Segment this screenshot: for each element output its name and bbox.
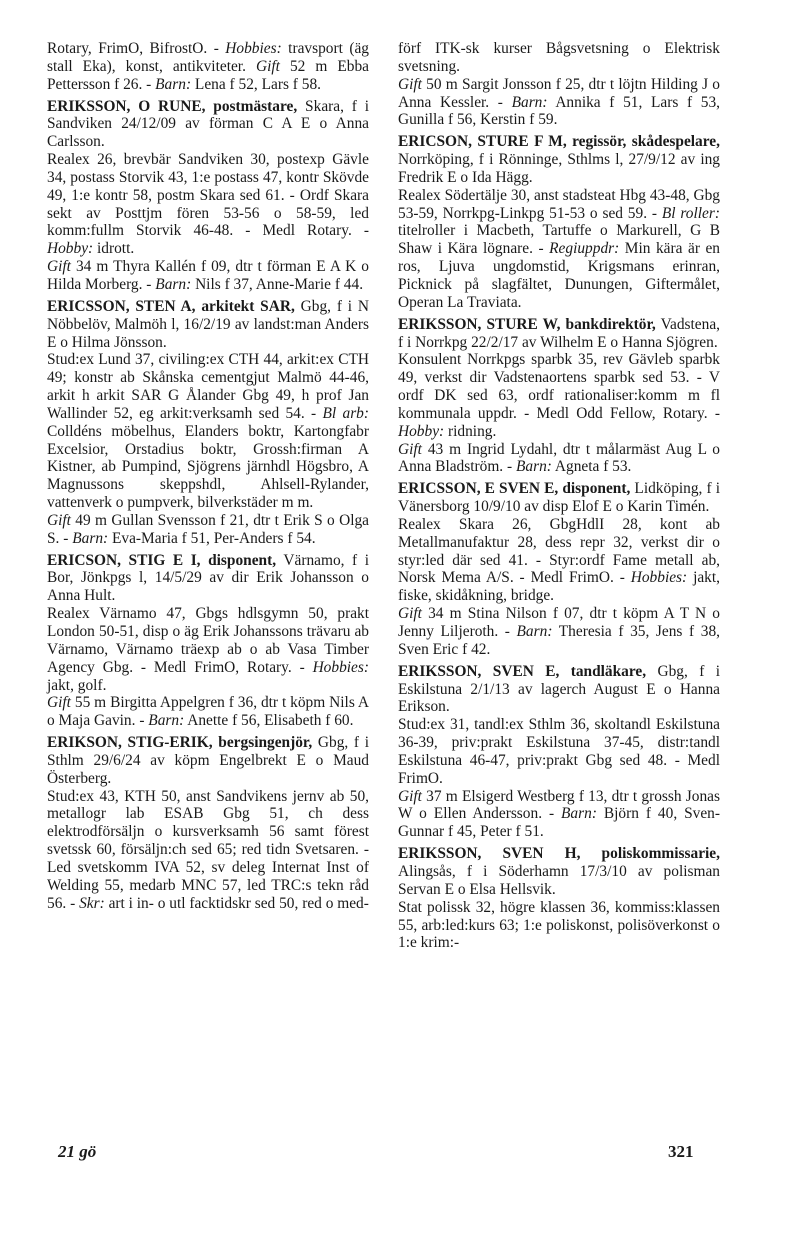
entry-label: Regiuppdr: bbox=[549, 240, 620, 258]
entry-text: Agneta f 53. bbox=[551, 458, 632, 476]
entry-paragraph bbox=[47, 351, 369, 512]
entry-text: Alingsås, f i Söderhamn 17/3/10 av polisman Servan E o Elsa Hellsvik. bbox=[398, 862, 720, 898]
page-number: 321 bbox=[668, 1142, 694, 1161]
biography-entry bbox=[47, 552, 369, 730]
entry-label: Skr: bbox=[79, 894, 105, 912]
entry-heading: ERICSSON, E SVEN E, disponent, bbox=[398, 480, 631, 498]
entry-paragraph bbox=[398, 76, 720, 130]
entry-paragraph bbox=[47, 694, 369, 730]
biography-entry bbox=[398, 133, 720, 311]
entry-paragraph bbox=[47, 98, 369, 152]
entry-text: Colldéns möbelhus, Elanders boktr, Kartongfabr Excelsior, Orstadius boktr, Grossh:firman A Kistner, ab Pumpind, Sjögrens järnhdl Högsbro, A Magnussons skeppshdl, Ahlsell-Rylander, vattenverk o pumpverk, bilverkstäder m m. bbox=[47, 422, 369, 512]
biography-entry bbox=[47, 298, 369, 548]
entry-text: Realex Värnamo 47, Gbgs hdlsgymn 50, prakt London 50-51, disp o äg Erik Johanssons trävaru ab Värnamo, Värnamo träexp ab o ab Vasa Timber Agency Gbg. - Medl FrimO, Rotary. - bbox=[47, 605, 369, 676]
entry-text: Stat polissk 32, högre klassen 36, kommiss:klassen 55, arb:led:kurs 63; 1:e poliskonst, polisöverkonst o 1:e krim:- bbox=[398, 898, 720, 952]
entry-label: Hobbies: bbox=[630, 569, 688, 587]
entry-text: 37 m Elsigerd Westberg f 13, dtr t grossh Jonas W o Ellen Andersson. - bbox=[398, 787, 720, 823]
entry-text: titelroller i Macbeth, Tartuffe o Markurell, G B Shaw i Kära lögnare. - bbox=[398, 222, 720, 258]
entry-text: 43 m Ingrid Lydahl, dtr t målarmäst Aug L o Anna Bladström. - bbox=[398, 440, 720, 476]
entry-paragraph bbox=[398, 899, 720, 953]
entry-paragraph bbox=[398, 516, 720, 605]
entry-text: idrott. bbox=[93, 240, 135, 258]
entry-paragraph bbox=[47, 258, 369, 294]
entry-paragraph bbox=[398, 133, 720, 187]
biography-entry bbox=[398, 40, 720, 129]
entry-heading: ERICSON, STIG E I, disponent, bbox=[47, 551, 277, 569]
entry-text: ridning. bbox=[444, 422, 497, 440]
entry-label: Barn: bbox=[516, 623, 553, 640]
left-column bbox=[47, 40, 369, 917]
entry-paragraph bbox=[398, 716, 720, 787]
entry-text: Norrköping, f i Rönninge, Sthlms l, 27/9/12 av ing Fredrik E o Ida Hägg. bbox=[398, 151, 720, 186]
entry-paragraph bbox=[398, 351, 720, 440]
entry-text: 34 m Thyra Kallén f 09, dtr t förman E A K o Hilda Morberg. - bbox=[47, 258, 369, 293]
entry-heading: ERICSSON, STEN A, arkitekt SAR, bbox=[47, 297, 295, 315]
entry-label: Barn: bbox=[515, 458, 552, 476]
entry-text: Realex Södertälje 30, anst stadsteat Hbg 43-48, Gbg 53-59, Norrkpg-Linkpg 51-53 o sed 59. - bbox=[398, 186, 720, 222]
entry-text: Stud:ex 43, KTH 50, anst Sandvikens jernv ab 50, metallogr lab ESAB Gbg 51, ch dess elektrodförsäljn o kursverksamh 56 samt förest svetssk 60, försäljn:ch sed 65; red tidn Svetsaren. - Led svetskomm IVA 52, sv deleg Internat Inst of Welding 55, medarb MNC 57, led TRC:s tekn råd 56. - bbox=[47, 787, 369, 912]
entry-label: Gift bbox=[398, 605, 422, 623]
entry-paragraph bbox=[398, 480, 720, 516]
entry-paragraph bbox=[398, 605, 720, 659]
entry-label: Bl roller: bbox=[661, 204, 720, 222]
entry-text: Annika f 51, Lars f 53, Gunilla f 56, Kerstin f 59. bbox=[398, 93, 720, 129]
entry-label: Gift bbox=[398, 75, 422, 93]
entry-heading: ERIKSSON, STURE W, bankdirektör, bbox=[398, 315, 656, 333]
entry-text: Nils f 37, Anne-Marie f 44. bbox=[191, 275, 364, 293]
entry-text: förf ITK-sk kurser Bågsvetsning o Elektrisk svetsning. bbox=[398, 40, 720, 75]
entry-text: Gbg, f i Sthlm 29/6/24 av köpm Engelbrekt E o Maud Österberg. bbox=[47, 734, 369, 787]
entry-label: Barn: bbox=[72, 529, 109, 547]
entry-heading: ERICSON, STURE F M, regissör, skådespelare, bbox=[398, 133, 720, 151]
entry-paragraph bbox=[398, 788, 720, 842]
entry-heading: ERIKSON, STIG-ERIK, bergsingenjör, bbox=[47, 734, 313, 752]
biography-entry bbox=[398, 845, 720, 952]
entry-label: Gift bbox=[255, 57, 280, 75]
entry-paragraph bbox=[47, 605, 369, 694]
entry-text: 55 m Birgitta Appelgren f 36, dtr t köpm Nils A o Maja Gavin. - bbox=[47, 694, 369, 730]
biography-entry bbox=[398, 663, 720, 841]
entry-text: Stud:ex 31, tandl:ex Sthlm 36, skoltandl Eskilstuna 36-39, priv:prakt Eskilstuna 37-45, distr:tandl Eskilstuna 46-47, priv:prakt Gbg sed 48. - Medl FrimO. bbox=[398, 716, 720, 787]
entry-text: 50 m Sargit Jonsson f 25, dtr t löjtn Hilding J o Anna Kessler. - bbox=[398, 75, 720, 111]
entry-paragraph bbox=[398, 187, 720, 312]
entry-paragraph bbox=[398, 663, 720, 717]
entry-paragraph bbox=[398, 845, 720, 899]
entry-label: Hobbies: bbox=[225, 40, 282, 57]
entry-text: Gbg, f i Eskilstuna 2/1/13 av lagerch August E o Hanna Erikson. bbox=[398, 662, 720, 716]
entry-heading: ERIKSSON, SVEN E, tandläkare, bbox=[398, 662, 647, 680]
entry-paragraph bbox=[47, 151, 369, 258]
entry-paragraph bbox=[47, 788, 369, 913]
entry-text: Min kära är en ros, Ljuva ungdomstid, Krigsmans erinran, Picknick på slagfältet, Dunungen, Giftermålet, Operan La Traviata. bbox=[398, 240, 721, 311]
entry-paragraph bbox=[47, 298, 369, 352]
entry-text: Konsulent Norrkpgs sparbk 35, rev Gävleb sparbk 49, verkst dir Vadstenaortens sparbk sed 53. - V ordf DK sed 63, ordf rationaliser:komm m fl kommunala uppdr. - Medl Odd Fellow, Rotary. - bbox=[398, 351, 720, 422]
entry-label: Gift bbox=[47, 511, 71, 529]
entry-paragraph bbox=[47, 40, 369, 94]
entry-label: Gift bbox=[398, 787, 422, 805]
entry-text: Stud:ex Lund 37, civiling:ex CTH 44, arkit:ex CTH 49; konstr ab Skånska cementgjut Malmö 44-46, arkit h arkit SAR G Ålander Gbg 49, h prof Jan Wallinder 52, eg arkit:verksamh sed 54. - bbox=[47, 351, 369, 422]
entry-text: 49 m Gullan Svensson f 21, dtr t Erik S o Olga S. - bbox=[47, 511, 369, 547]
entry-paragraph bbox=[398, 40, 720, 76]
biography-entry bbox=[47, 98, 369, 294]
entry-text: Björn f 40, Sven-Gunnar f 45, Peter f 51. bbox=[398, 805, 720, 841]
entry-text: Lena f 52, Lars f 58. bbox=[191, 75, 321, 93]
entry-text: travsport (äg stall Eka), konst, antikviteter. bbox=[47, 40, 369, 75]
entry-heading: ERIKSSON, SVEN H, poliskommissarie, bbox=[398, 845, 720, 863]
entry-text: Rotary, FrimO, BifrostO. - bbox=[47, 40, 226, 57]
entry-paragraph bbox=[47, 512, 369, 548]
entry-text: Gbg, f i N Nöbbelöv, Malmöh l, 16/2/19 av landst:man Anders E o Hilma Jönsson. bbox=[47, 297, 369, 351]
entry-text: art i in- o utl facktidskr sed 50, red o med- bbox=[104, 894, 369, 912]
signature-mark: 21 gö bbox=[58, 1142, 97, 1161]
entry-label: Hobby: bbox=[47, 240, 94, 258]
entry-label: Bl arb: bbox=[322, 404, 370, 422]
entry-paragraph bbox=[47, 734, 369, 788]
entry-label: Gift bbox=[398, 440, 422, 458]
entry-text: jakt, fiske, skidåkning, bridge. bbox=[398, 569, 721, 605]
biography-entry bbox=[398, 480, 720, 658]
entry-label: Barn: bbox=[561, 805, 597, 823]
entry-text: Eva-Maria f 51, Per-Anders f 54. bbox=[108, 529, 316, 547]
entry-text: Anette f 56, Elisabeth f 60. bbox=[184, 712, 354, 730]
entry-label: Gift bbox=[47, 694, 71, 712]
biography-entry bbox=[398, 316, 720, 477]
entry-label: Barn: bbox=[155, 275, 192, 293]
entry-text: Vadstena, f i Norrkpg 22/2/17 av Wilhelm E o Hanna Sjögren. bbox=[398, 315, 720, 351]
entry-text: Skara, f i Sandviken 24/12/09 av förman C A E o Anna Carlsson. bbox=[47, 97, 369, 151]
entry-paragraph bbox=[398, 441, 720, 477]
right-column bbox=[398, 40, 720, 956]
entry-text: 34 m Stina Nilson f 07, dtr t köpm A T N o Jenny Liljeroth. - bbox=[398, 605, 720, 640]
entry-paragraph bbox=[47, 552, 369, 606]
entry-label: Barn: bbox=[155, 75, 192, 93]
biography-entry bbox=[47, 734, 369, 912]
entry-text: Theresia f 35, Jens f 38, Sven Eric f 42. bbox=[398, 623, 720, 658]
entry-label: Hobbies: bbox=[312, 658, 369, 676]
entry-text: Realex 26, brevbär Sandviken 30, postexp Gävle 34, postass Storvik 43, 1:e postass 47, kontr Skövde 49, 1:e kontr 58, postm Skara sed 61. - Ordf Skara sekt av Posttjm fören 53-56 o 58-59, led komm:fullm Storvik 46-48. - Medl Rotary. - bbox=[47, 151, 369, 240]
entry-text: Värnamo, f i Bor, Jönkpgs l, 14/5/29 av dir Erik Johansson o Anna Hult. bbox=[47, 551, 369, 605]
entry-text: Lidköping, f i Vänersborg 10/9/10 av disp Elof E o Karin Timén. bbox=[398, 480, 720, 516]
entry-label: Gift bbox=[47, 258, 71, 276]
entry-label: Hobby: bbox=[398, 422, 445, 440]
entry-paragraph bbox=[398, 316, 720, 352]
entry-text: Realex Skara 26, GbgHdlI 28, kont ab Metallmanufaktur 28, dess repr 32, verkst dir o styr:led där sed 41. - Styr:ordf Fame metall ab, Norsk Mema A/S. - Medl FrimO. - bbox=[398, 515, 720, 587]
entry-label: Barn: bbox=[511, 93, 548, 111]
entry-text: 52 m Ebba Pettersson f 26. - bbox=[47, 57, 369, 93]
entry-label: Barn: bbox=[148, 712, 185, 730]
entry-heading: ERIKSSON, O RUNE, postmästare, bbox=[47, 97, 298, 115]
entry-text: jakt, golf. bbox=[47, 676, 107, 694]
biography-entry bbox=[47, 40, 369, 94]
